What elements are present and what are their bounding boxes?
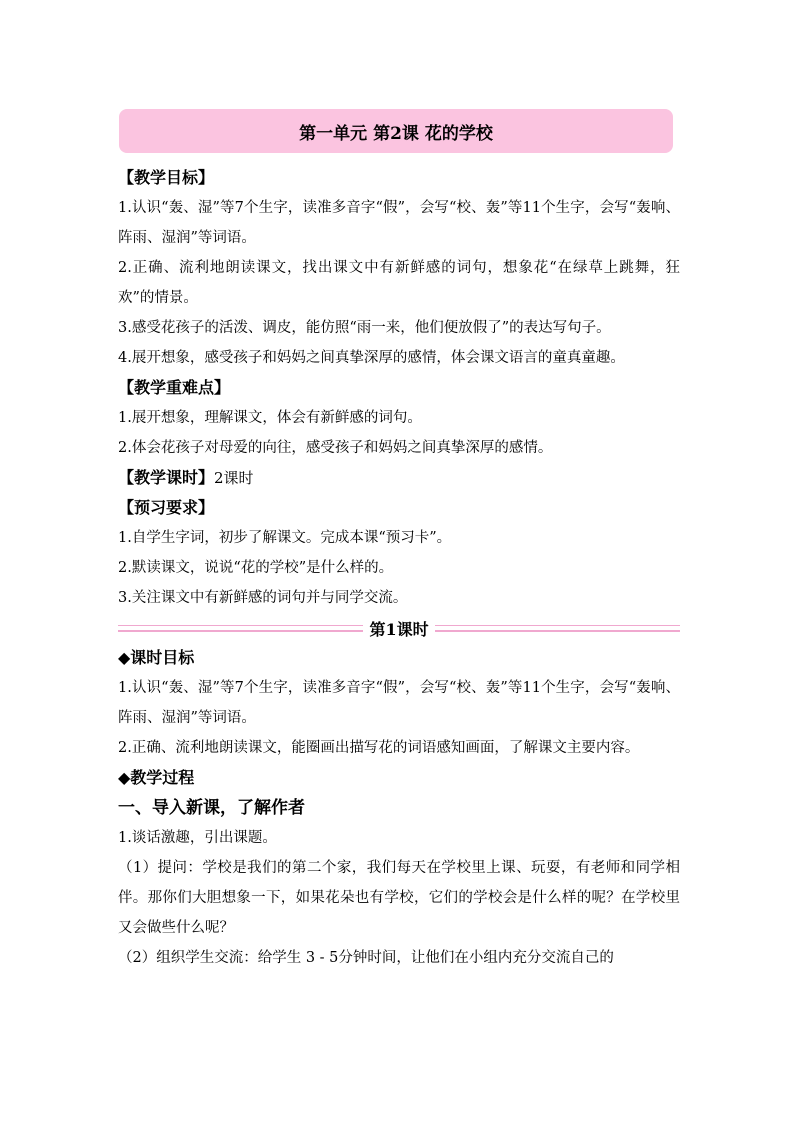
document-body: [118, 163, 680, 973]
preview-item: 3.关注课文中有新鲜感的词句并与同学交流。: [118, 590, 408, 606]
key-point-item: 2.体会花孩子对母爱的向往，感受孩子和妈妈之间真挚深厚的感情。: [118, 440, 553, 456]
page-title: 第一单元 第2课 花的学校: [119, 109, 673, 153]
step-paragraph: （2）组织学生交流：给学生 3 - 5分钟时间，让他们在小组内充分交流自己的: [118, 950, 614, 966]
key-points-heading: 【教学重难点】: [118, 378, 231, 397]
divider-line-right: [435, 625, 680, 632]
process-heading: ◆教学过程: [118, 768, 195, 787]
goal-item: 2.正确、流利地朗读课文，找出课文中有新鲜感的词句，想象花“在绿草上跳舞，狂欢”的情景。: [118, 260, 680, 306]
key-point-item: 1.展开想象，理解课文，体会有新鲜感的词句。: [118, 410, 422, 426]
preview-item: 1.自学生字词，初步了解课文。完成本课“预习卡”。: [118, 530, 452, 546]
lesson-goal-item: 1.认识“轰、湿”等7个生字，读准多音字“假”，会写“校、轰”等11个生字，会写“轰响、阵雨、湿润”等词语。: [118, 680, 680, 726]
preview-item: 2.默读课文，说说“花的学校”是什么样的。: [118, 560, 394, 576]
divider-line-left: [118, 625, 363, 632]
goal-item: 3.感受花孩子的活泼、调皮，能仿照“雨一来，他们便放假了”的表达写句子。: [118, 320, 611, 336]
class-hours-heading: [118, 463, 680, 493]
step-item: 1.谈话激趣，引出课题。: [118, 830, 277, 846]
lesson-divider: [118, 613, 680, 643]
lesson-label: 第1课时: [369, 619, 429, 639]
class-hours-value: 2课时: [214, 469, 254, 487]
lesson-goal-item: 2.正确、流利地朗读课文，能圈画出描写花的词语感知画面，了解课文主要内容。: [118, 740, 640, 756]
step-heading: 一、导入新课，了解作者: [118, 798, 305, 818]
lesson-goals-heading: ◆课时目标: [118, 648, 195, 667]
goals-heading: 【教学目标】: [118, 168, 215, 187]
step-paragraph: （1）提问：学校是我们的第二个家，我们每天在学校里上课、玩耍，有老师和同学相伴。那你们大胆想象一下，如果花朵也有学校，它们的学校会是什么样的呢？在学校里又会做些什么呢？: [118, 860, 680, 936]
goal-item: 4.展开想象，感受孩子和妈妈之间真挚深厚的感情，体会课文语言的童真童趣。: [118, 350, 625, 366]
preview-heading: 【预习要求】: [118, 498, 215, 517]
class-hours-label: 【教学课时】: [118, 468, 215, 487]
goal-item: 1.认识“轰、湿”等7个生字，读准多音字“假”，会写“校、轰”等11个生字，会写“轰响、阵雨、湿润”等词语。: [118, 200, 680, 246]
